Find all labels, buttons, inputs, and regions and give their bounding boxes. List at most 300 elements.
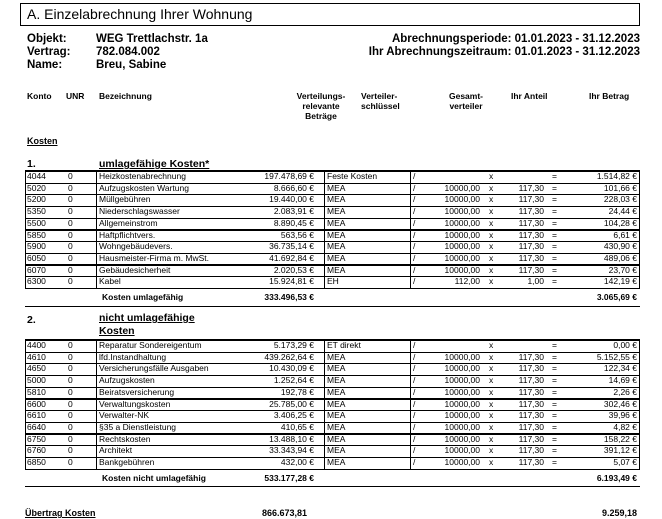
row-col-border <box>96 241 97 254</box>
row-gesamtverteiler: 10000,00 <box>444 206 480 217</box>
row-schluessel: MEA <box>327 375 346 386</box>
row-bezeichnung: Architekt <box>99 445 133 456</box>
row-col-border <box>96 265 97 278</box>
row-anteil: 117,30 <box>518 182 544 193</box>
row-col-border <box>96 194 97 207</box>
group1-total-label: Kosten umlagefähig <box>102 292 184 302</box>
row-konto: 4400 <box>27 340 46 350</box>
row-bezeichnung: lfd.Instandhaltung <box>99 351 167 362</box>
row-gesamtverteiler: 10000,00 <box>444 194 480 205</box>
row-bezeichnung: Beiratsversicherung <box>99 386 175 397</box>
table-row <box>0 434 662 446</box>
row-equals: = <box>552 229 557 240</box>
row-unr: 0 <box>68 445 73 456</box>
group1-num: 1. <box>27 158 36 170</box>
row-col-border <box>96 218 97 231</box>
row-gesamtverteiler: 10000,00 <box>444 241 480 252</box>
row-slash: / <box>413 445 416 456</box>
row-bezeichnung: §35 a Dienstleistung <box>99 421 177 432</box>
row-unr: 0 <box>68 433 73 444</box>
row-ihr-betrag: 489,06 € <box>603 252 637 263</box>
row-schluessel: MEA <box>327 398 346 409</box>
row-col-border <box>96 276 97 289</box>
row-col-border <box>410 352 411 365</box>
row-col-border <box>324 253 325 266</box>
row-schluessel: MEA <box>327 194 346 205</box>
row-col-border <box>324 183 325 196</box>
row-konto: 6640 <box>27 421 46 432</box>
row-bezeichnung: Verwaltungskosten <box>99 398 171 409</box>
row-slash: / <box>413 276 416 287</box>
row-betrag: 5.173,29 € <box>273 340 314 350</box>
group2-num: 2. <box>27 314 36 326</box>
row-col-border <box>324 276 325 289</box>
row-unr: 0 <box>68 206 73 217</box>
table-row <box>0 171 662 183</box>
row-unr: 0 <box>68 351 73 362</box>
header-verteilungs <box>286 91 356 121</box>
uebertrag-label: Übertrag Kosten <box>25 508 96 518</box>
row-equals: = <box>552 252 557 263</box>
row-col-border <box>96 363 97 376</box>
row-schluessel: MEA <box>327 229 346 240</box>
row-unr: 0 <box>68 276 73 287</box>
row-col-border <box>324 194 325 207</box>
header-unr: UNR <box>66 91 85 101</box>
row-equals: = <box>552 398 557 409</box>
row-mult: x <box>489 241 494 252</box>
row-col-border <box>324 387 325 400</box>
row-ihr-betrag: 122,34 € <box>603 363 637 374</box>
table-row <box>0 399 662 411</box>
row-anteil: 117,30 <box>518 363 544 374</box>
row-ihr-betrag: 101,66 € <box>603 182 637 193</box>
row-equals: = <box>552 182 557 193</box>
header-gesamt-1: Gesamt- <box>448 91 483 101</box>
row-gesamtverteiler: 10000,00 <box>444 421 480 432</box>
row-mult: x <box>489 457 494 467</box>
row-bezeichnung: Wohngebäudevers. <box>99 241 173 252</box>
row-mult: x <box>489 433 494 444</box>
row-slash: / <box>413 206 416 217</box>
table-row <box>0 194 662 206</box>
row-slash: / <box>413 457 416 467</box>
row-unr: 0 <box>68 252 73 263</box>
row-betrag: 563,56 € <box>280 229 314 240</box>
row-unr: 0 <box>68 410 73 421</box>
table-row <box>0 422 662 434</box>
row-col-border <box>96 253 97 266</box>
row-bezeichnung: Gebäudesicherheit <box>99 264 171 275</box>
section-kosten: Kosten <box>27 136 58 146</box>
row-ihr-betrag: 5.152,55 € <box>596 351 637 362</box>
row-anteil: 117,30 <box>518 241 544 252</box>
row-col-border <box>324 218 325 231</box>
header-konto: Konto <box>27 91 52 101</box>
row-mult: x <box>489 351 494 362</box>
row-col-border <box>410 445 411 458</box>
row-gesamtverteiler: 10000,00 <box>444 182 480 193</box>
row-bezeichnung: Kabel <box>99 276 121 287</box>
row-equals: = <box>552 363 557 374</box>
row-col-border <box>324 445 325 458</box>
row-betrag: 19.440,00 € <box>269 194 314 205</box>
row-betrag: 10.430,09 € <box>269 363 314 374</box>
header-verteilungs-3: Beträge <box>305 111 337 121</box>
group2-top-divider <box>25 306 640 307</box>
row-mult: x <box>489 264 494 275</box>
row-col-border <box>96 340 97 353</box>
row-betrag: 2.083,91 € <box>273 206 314 217</box>
row-unr: 0 <box>68 171 73 181</box>
row-anteil: 117,30 <box>518 217 544 228</box>
row-col-border <box>410 375 411 388</box>
row-ihr-betrag: 142,19 € <box>603 276 637 287</box>
header-ihr-betrag: Ihr Betrag <box>589 91 630 101</box>
row-col-border <box>410 434 411 447</box>
row-konto: 6600 <box>27 398 46 409</box>
row-col-border <box>96 183 97 196</box>
row-col-border <box>324 399 325 412</box>
row-anteil: 1,00 <box>527 276 544 287</box>
row-equals: = <box>552 433 557 444</box>
row-anteil: 117,30 <box>518 386 544 397</box>
info-values <box>96 33 208 72</box>
row-slash: / <box>413 398 416 409</box>
row-equals: = <box>552 445 557 456</box>
row-schluessel: Feste Kosten <box>327 171 378 181</box>
header-verteiler-1: Verteiler- <box>361 91 398 101</box>
row-gesamtverteiler: 10000,00 <box>444 351 480 362</box>
row-gesamtverteiler: 10000,00 <box>444 217 480 228</box>
row-schluessel: ET direkt <box>327 340 361 350</box>
row-slash: / <box>413 171 416 181</box>
row-betrag: 8.666,60 € <box>273 182 314 193</box>
row-konto: 6300 <box>27 276 46 287</box>
row-col-border <box>324 352 325 365</box>
group2-title-1: nicht umlagefähige <box>99 312 195 324</box>
row-konto: 4650 <box>27 363 46 374</box>
row-equals: = <box>552 340 557 350</box>
row-konto: 6070 <box>27 264 46 275</box>
header-verteilungs-2: relevante <box>302 101 340 111</box>
row-schluessel: MEA <box>327 264 346 275</box>
label-name: Name: <box>27 59 63 71</box>
row-col-border <box>410 399 411 412</box>
row-bezeichnung: Haftpflichtvers. <box>99 229 156 240</box>
row-col-border <box>410 183 411 196</box>
row-betrag: 1.252,64 € <box>273 375 314 386</box>
row-mult: x <box>489 182 494 193</box>
row-anteil: 117,30 <box>518 351 544 362</box>
row-unr: 0 <box>68 386 73 397</box>
row-gesamtverteiler: 10000,00 <box>444 229 480 240</box>
row-col-border <box>410 410 411 423</box>
row-schluessel: MEA <box>327 182 346 193</box>
value-name: Breu, Sabine <box>96 59 167 71</box>
row-unr: 0 <box>68 229 73 240</box>
row-betrag: 197.478,69 € <box>264 171 314 181</box>
row-gesamtverteiler: 10000,00 <box>444 386 480 397</box>
row-ihr-betrag: 5,07 € <box>613 457 637 467</box>
row-betrag: 15.924,81 € <box>269 276 314 287</box>
row-slash: / <box>413 264 416 275</box>
row-anteil: 117,30 <box>518 375 544 386</box>
row-col-border <box>410 363 411 376</box>
table-row <box>0 265 662 277</box>
row-betrag: 36.735,14 € <box>269 241 314 252</box>
row-bezeichnung: Reparatur Sondereigentum <box>99 340 202 350</box>
row-ihr-betrag: 228,03 € <box>603 194 637 205</box>
row-ihr-betrag: 14,69 € <box>608 375 637 386</box>
row-gesamtverteiler: 10000,00 <box>444 264 480 275</box>
row-col-border <box>96 171 97 184</box>
row-unr: 0 <box>68 182 73 193</box>
row-konto: 4610 <box>27 351 46 362</box>
row-col-border <box>324 457 325 470</box>
group1-total-result: 3.065,69 € <box>596 292 637 302</box>
row-slash: / <box>413 375 416 386</box>
table-row <box>0 363 662 375</box>
period-value: 01.01.2023 - 31.12.2023 <box>514 33 640 45</box>
row-mult: x <box>489 171 494 181</box>
row-konto: 5810 <box>27 386 46 397</box>
table-row <box>0 206 662 218</box>
row-mult: x <box>489 206 494 217</box>
row-schluessel: MEA <box>327 241 346 252</box>
uebertrag-result: 9.259,18 <box>601 508 637 518</box>
row-schluessel: MEA <box>327 445 346 456</box>
value-vertrag: 782.084.002 <box>96 46 160 58</box>
row-slash: / <box>413 421 416 432</box>
row-col-border <box>410 457 411 470</box>
row-ihr-betrag: 39,96 € <box>608 410 637 421</box>
row-equals: = <box>552 264 557 275</box>
row-col-border <box>96 410 97 423</box>
row-slash: / <box>413 241 416 252</box>
row-unr: 0 <box>68 421 73 432</box>
row-col-border <box>96 375 97 388</box>
row-col-border <box>96 445 97 458</box>
table-row <box>0 340 662 352</box>
row-gesamtverteiler: 10000,00 <box>444 433 480 444</box>
row-slash: / <box>413 363 416 374</box>
row-betrag: 13.488,10 € <box>269 433 314 444</box>
row-col-border <box>410 422 411 435</box>
row-bezeichnung: Bankgebühren <box>99 457 155 467</box>
row-anteil: 117,30 <box>518 445 544 456</box>
table-row <box>0 241 662 253</box>
row-ihr-betrag: 0,00 € <box>613 340 637 350</box>
row-schluessel: MEA <box>327 217 346 228</box>
row-bezeichnung: Aufzugskosten Wartung <box>99 182 189 193</box>
row-konto: 5900 <box>27 241 46 252</box>
row-col-border <box>96 206 97 219</box>
row-col-border <box>96 457 97 470</box>
row-konto: 5500 <box>27 217 46 228</box>
row-konto: 6760 <box>27 445 46 456</box>
row-betrag: 25.785,00 € <box>269 398 314 409</box>
row-slash: / <box>413 252 416 263</box>
row-konto: 6850 <box>27 457 46 467</box>
period-label: Abrechnungsperiode: <box>391 33 512 45</box>
period-line <box>369 33 640 46</box>
row-konto: 5000 <box>27 375 46 386</box>
table-row <box>0 352 662 364</box>
row-unr: 0 <box>68 375 73 386</box>
row-mult: x <box>489 421 494 432</box>
table-row <box>0 375 662 387</box>
row-bezeichnung: Heizkostenabrechnung <box>99 171 186 181</box>
table-row <box>0 445 662 457</box>
row-col-border <box>410 265 411 278</box>
table-row <box>0 410 662 422</box>
row-mult: x <box>489 252 494 263</box>
row-schluessel: MEA <box>327 386 346 397</box>
row-mult: x <box>489 445 494 456</box>
row-schluessel: MEA <box>327 252 346 263</box>
row-ihr-betrag: 158,22 € <box>603 433 637 444</box>
row-gesamtverteiler: 10000,00 <box>444 445 480 456</box>
own-period-label: Ihr Abrechnungszeitraum: <box>368 46 512 58</box>
row-unr: 0 <box>68 398 73 409</box>
row-anteil: 117,30 <box>518 421 544 432</box>
row-col-border <box>324 241 325 254</box>
row-ihr-betrag: 6,61 € <box>613 229 637 240</box>
row-unr: 0 <box>68 217 73 228</box>
row-anteil: 117,30 <box>518 264 544 275</box>
row-col-border <box>324 422 325 435</box>
row-slash: / <box>413 229 416 240</box>
label-objekt: Objekt: <box>27 33 67 45</box>
row-mult: x <box>489 363 494 374</box>
row-slash: / <box>413 386 416 397</box>
row-col-border <box>410 194 411 207</box>
value-objekt: WEG Trettlachstr. 1a <box>96 33 208 45</box>
header-verteilungs-1: Verteilungs- <box>296 91 346 101</box>
table-row <box>0 253 662 265</box>
row-col-border <box>324 230 325 243</box>
row-anteil: 117,30 <box>518 433 544 444</box>
row-col-border <box>324 410 325 423</box>
row-unr: 0 <box>68 340 73 350</box>
row-konto: 4044 <box>27 171 46 181</box>
row-slash: / <box>413 194 416 205</box>
row-equals: = <box>552 375 557 386</box>
row-ihr-betrag: 2,26 € <box>613 386 637 397</box>
row-betrag: 432,00 € <box>280 457 314 467</box>
row-anteil: 117,30 <box>518 206 544 217</box>
table-row <box>0 230 662 242</box>
row-gesamtverteiler: 10000,00 <box>444 252 480 263</box>
title-box <box>20 3 640 26</box>
row-konto: 5850 <box>27 229 46 240</box>
row-unr: 0 <box>68 241 73 252</box>
row-col-border <box>410 206 411 219</box>
row-anteil: 117,30 <box>518 194 544 205</box>
row-col-border <box>324 206 325 219</box>
row-ihr-betrag: 302,46 € <box>603 398 637 409</box>
row-equals: = <box>552 457 557 467</box>
row-bezeichnung: Hausmeister-Firma m. MwSt. <box>99 252 210 263</box>
header-verteiler <box>361 91 400 111</box>
row-bezeichnung: Versicherungsfälle Ausgaben <box>99 363 209 374</box>
row-col-border <box>410 253 411 266</box>
page-title: A. Einzelabrechnung Ihrer Wohnung <box>27 6 253 22</box>
row-bezeichnung: Rechtskosten <box>99 433 151 444</box>
row-mult: x <box>489 410 494 421</box>
uebertrag-amount: 866.673,81 <box>262 508 308 518</box>
row-gesamtverteiler: 10000,00 <box>444 410 480 421</box>
row-konto: 6750 <box>27 433 46 444</box>
period-info <box>369 33 640 59</box>
row-mult: x <box>489 217 494 228</box>
group2-total-amount: 533.177,28 € <box>264 473 314 483</box>
row-equals: = <box>552 171 557 181</box>
header-ihr-anteil: Ihr Anteil <box>511 91 548 101</box>
row-betrag: 439.262,64 € <box>264 351 314 362</box>
row-unr: 0 <box>68 264 73 275</box>
row-anteil: 117,30 <box>518 398 544 409</box>
row-gesamtverteiler: 10000,00 <box>444 457 480 467</box>
row-schluessel: MEA <box>327 421 346 432</box>
row-betrag: 3.406,25 € <box>273 410 314 421</box>
row-konto: 6050 <box>27 252 46 263</box>
own-period-value: 01.01.2023 - 31.12.2023 <box>514 46 640 58</box>
row-equals: = <box>552 276 557 287</box>
row-mult: x <box>489 340 494 350</box>
row-slash: / <box>413 433 416 444</box>
row-slash: / <box>413 340 416 350</box>
row-konto: 6610 <box>27 410 46 421</box>
row-equals: = <box>552 386 557 397</box>
row-konto: 5020 <box>27 182 46 193</box>
row-mult: x <box>489 386 494 397</box>
row-mult: x <box>489 194 494 205</box>
row-ihr-betrag: 104,28 € <box>603 217 637 228</box>
row-anteil: 117,30 <box>518 410 544 421</box>
row-unr: 0 <box>68 457 73 467</box>
group1-total-amount: 333.496,53 € <box>264 292 314 302</box>
row-ihr-betrag: 1.514,82 € <box>596 171 637 181</box>
row-equals: = <box>552 351 557 362</box>
row-col-border <box>324 363 325 376</box>
group2-total-label: Kosten nicht umlagefähig <box>102 473 206 483</box>
row-mult: x <box>489 276 494 287</box>
row-col-border <box>410 230 411 243</box>
row-bezeichnung: Verwalter-NK <box>99 410 150 421</box>
row-konto: 5350 <box>27 206 46 217</box>
table-row <box>0 387 662 399</box>
group2-title-2: Kosten <box>99 325 135 337</box>
row-gesamtverteiler: 10000,00 <box>444 375 480 386</box>
row-schluessel: EH <box>327 276 339 287</box>
header-verteiler-2: schlüssel <box>361 101 400 111</box>
row-gesamtverteiler: 112,00 <box>454 276 480 287</box>
row-bezeichnung: Aufzugskosten <box>99 375 155 386</box>
info-labels <box>27 33 70 72</box>
row-col-border <box>96 422 97 435</box>
own-period-line <box>369 46 640 59</box>
row-slash: / <box>413 351 416 362</box>
row-col-border <box>324 375 325 388</box>
header-gesamt-2: verteiler <box>449 101 483 111</box>
row-mult: x <box>489 229 494 240</box>
row-ihr-betrag: 430,90 € <box>603 241 637 252</box>
table-row <box>0 276 662 288</box>
row-schluessel: MEA <box>327 363 346 374</box>
row-slash: / <box>413 182 416 193</box>
